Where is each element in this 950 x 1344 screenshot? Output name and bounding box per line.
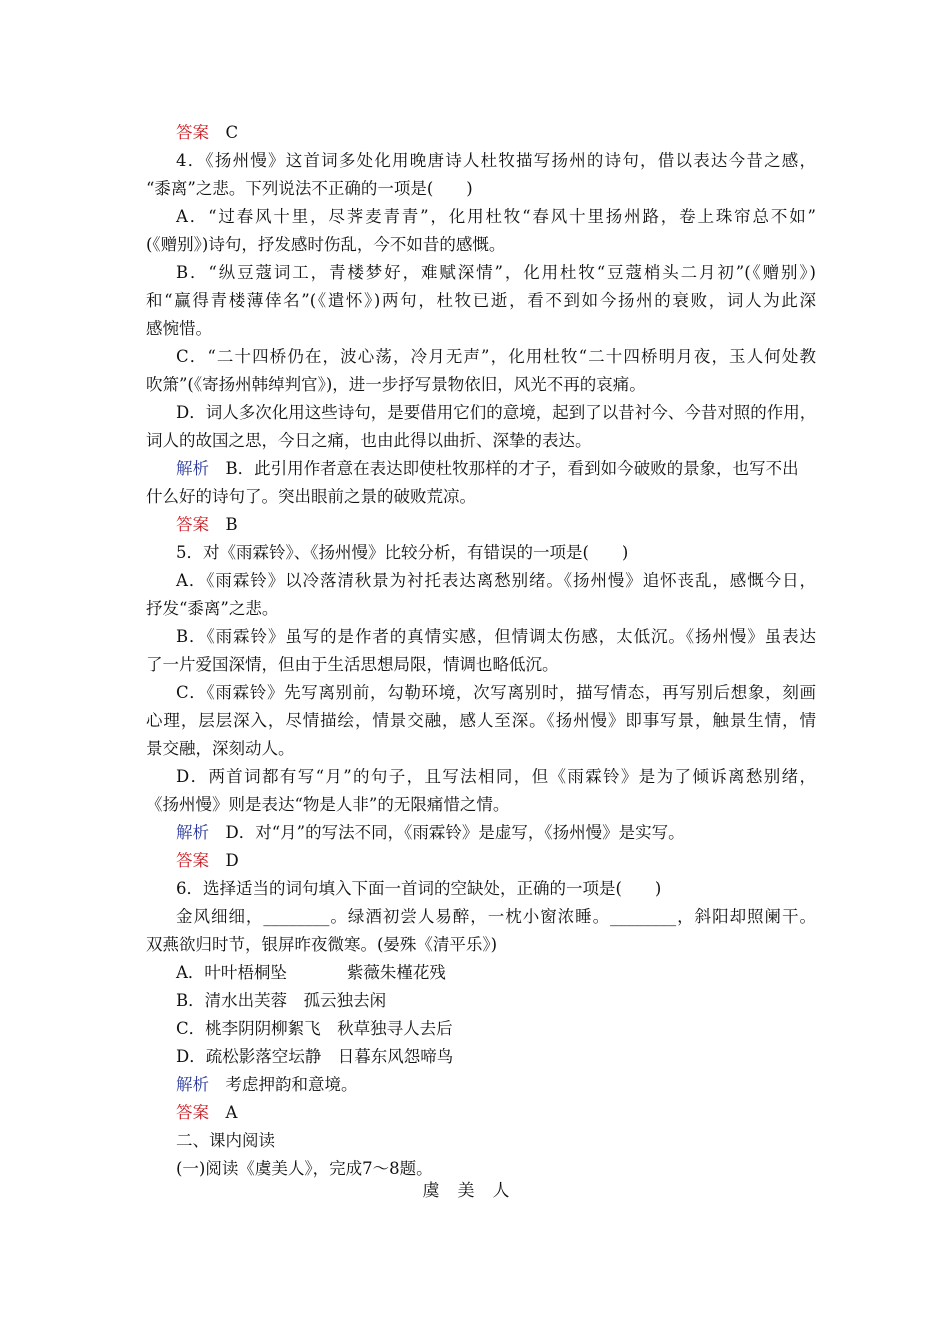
answer-label: 答案 [176,515,209,534]
q5-stem: 5．对《雨霖铃》、《扬州慢》比较分析，有错误的一项是( ) [176,543,629,562]
q6-option-a: A．叶叶梧桐坠 紫薇朱槿花残 [176,963,446,982]
q4-option-b-3: 感惋惜。 [146,319,212,338]
q5-option-d-1: D．两首词都有写“月”的句子，且写法相同，但《雨霖铃》是为了倾诉离愁别绪， [176,767,816,786]
q4-option-b-2: 和“赢得青楼薄倖名”(《遣怀》)两句，杜牧已逝，看不到如今扬州的衰败，词人为此深 [146,291,816,310]
q6-stem: 6．选择适当的词句填入下面一首词的空缺处，正确的一项是( ) [176,879,662,898]
q4-option-c-2: 吹箫”(《寄扬州韩绰判官》)，进一步抒写景物依旧，风光不再的哀痛。 [146,375,646,394]
poem-title: 虞美人 [422,1181,528,1201]
q5-answer: 答案 D [176,851,239,870]
q6-option-b: B．清水出芙蓉 孤云独去闲 [176,991,387,1010]
q4-option-d-1: D．词人多次化用这些诗句，是要借用它们的意境，起到了以昔衬今、今昔对照的作用， [176,403,817,422]
q4-option-d-2: 词人的故国之思，今日之痛，也由此得以曲折、深挚的表达。 [146,431,592,450]
q4-option-b-1: B．“纵豆蔻词工，青楼梦好，难赋深情”，化用杜牧“豆蔻梢头二月初”(《赠别》) [176,263,816,282]
q5-option-c-3: 景交融，深刻动人。 [146,739,295,758]
analysis-label: 解析 [176,459,209,478]
q5-option-c-2: 心理，层层深入，尽情描绘，情景交融，感人至深。《扬州慢》即事写景，触景生情，情 [146,711,816,730]
q6-option-c: C．桃李阴阴柳絮飞 秋草独寻人去后 [176,1019,453,1038]
q4-analysis-2: 什么好的诗句了。突出眼前之景的破败荒凉。 [146,487,476,506]
q4-analysis-1: 解析 B．此引用作者意在表达即使杜牧那样的才子，看到如今破败的景象，也写不出 [176,459,799,478]
q5-option-a-1: A．《雨霖铃》以冷落清秋景为衬托表达离愁别绪。《扬州慢》追怀丧乱，感慨今日， [176,571,816,590]
q4-stem-1: 4．《扬州慢》这首词多处化用晚唐诗人杜牧描写扬州的诗句，借以表达今昔之感， [176,151,816,170]
q6-passage-1: 金风细细，________。绿酒初尝人易醉，一枕小窗浓睡。________，斜阳却照阑干。 [176,907,816,926]
section-heading: 二、课内阅读 [176,1131,275,1150]
analysis-label: 解析 [176,1075,209,1094]
q4-option-a-1: A．“过春风十里，尽荠麦青青”，化用杜牧“春风十里扬州路，卷上珠帘总不如” [176,207,816,226]
answer-label: 答案 [176,851,209,870]
q6-passage-2: 双燕欲归时节，银屏昨夜微寒。(晏殊《清平乐》) [146,935,498,954]
answer-label: 答案 [176,1103,209,1122]
answer-label: 答案 [176,123,209,142]
q5-option-b-1: B．《雨霖铃》虽写的是作者的真情实感，但情调太伤感，太低沉。《扬州慢》虽表达 [176,627,816,646]
q4-option-c-1: C．“二十四桥仍在，波心荡，冷月无声”，化用杜牧“二十四桥明月夜，玉人何处教 [176,347,816,366]
analysis-label: 解析 [176,823,209,842]
q5-option-a-2: 抒发“黍离”之悲。 [146,599,279,618]
q4-answer: 答案 B [176,515,238,534]
q4-option-a-2: (《赠别》)诗句，抒发感时伤乱，今不如昔的感慨。 [146,235,506,254]
q6-answer: 答案 A [176,1103,238,1122]
q6-option-d: D．疏松影落空坛静 日暮东风怨啼鸟 [176,1047,454,1066]
q5-option-c-1: C．《雨霖铃》先写离别前，勾勒环境，次写离别时，描写情态，再写别后想象，刻画 [176,683,816,702]
q5-option-d-2: 《扬州慢》则是表达“物是人非”的无限痛惜之情。 [146,795,510,814]
subsection-heading: (一)阅读《虞美人》，完成7～8题。 [176,1159,433,1178]
q4-stem-2: “黍离”之悲。下列说法不正确的一项是( ) [146,179,473,198]
q6-analysis: 解析 考虑押韵和意境。 [176,1075,358,1094]
answer-line-3: 答案 C [176,123,239,142]
q5-analysis: 解析 D．对“月”的写法不同，《雨霖铃》是虚写，《扬州慢》是实写。 [176,823,685,842]
q5-option-b-2: 了一片爱国深情，但由于生活思想局限，情调也略低沉。 [146,655,559,674]
